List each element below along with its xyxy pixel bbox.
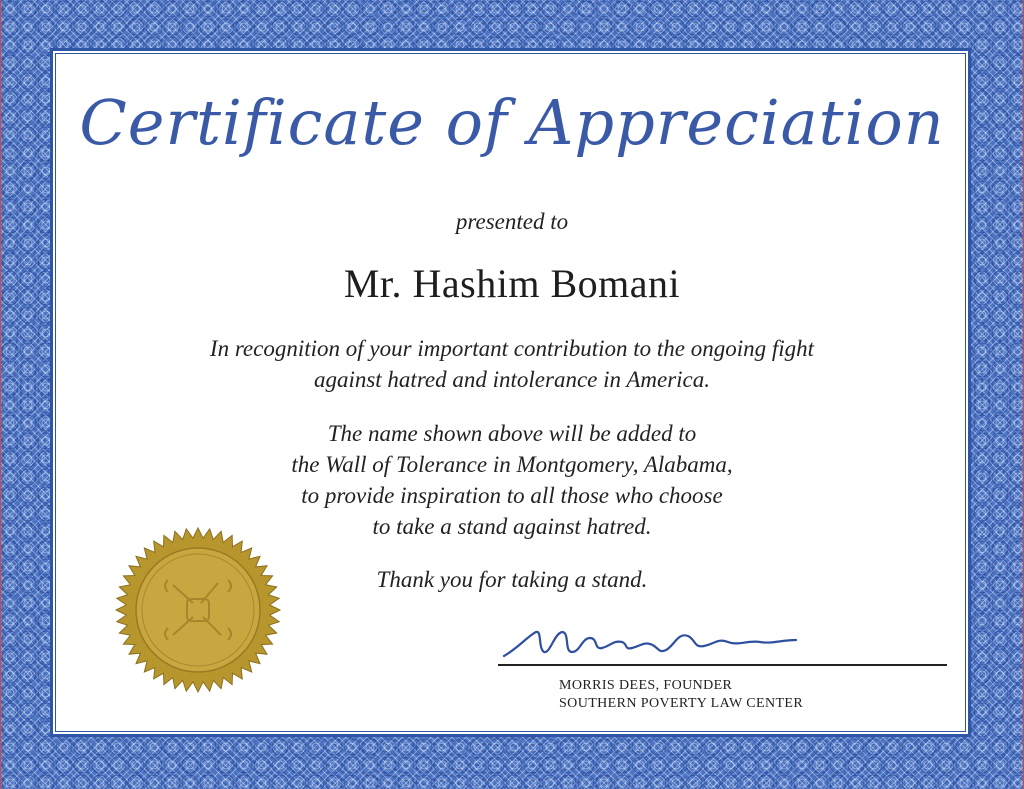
signer-block [559,677,803,713]
wall-line: the Wall of Tolerance in Montgomery, Alabama, [291,452,733,477]
certificate-title: Certificate of Appreciation [79,86,945,159]
thank-you-line: Thank you for taking a stand. [376,567,648,592]
gold-seal-icon [113,525,283,695]
wall-paragraph [1,418,1023,542]
recognition-line: against hatred and intolerance in America. [313,367,711,392]
recognition-paragraph [1,333,1023,395]
presented-to-label: presented to [455,209,569,234]
signature-mark [498,618,808,668]
wall-line: to provide inspiration to all those who choose [301,483,723,508]
recognition-line: In recognition of your important contribution to the ongoing fight [209,336,815,361]
signer-organization: SOUTHERN POVERTY LAW CENTER [559,696,804,711]
signer-name: MORRIS DEES, FOUNDER [559,678,733,693]
signature-line [498,664,947,666]
wall-line: The name shown above will be added to [327,421,697,446]
wall-line: to take a stand against hatred. [372,514,652,539]
recipient-name: Mr. Hashim Bomani [343,261,681,306]
